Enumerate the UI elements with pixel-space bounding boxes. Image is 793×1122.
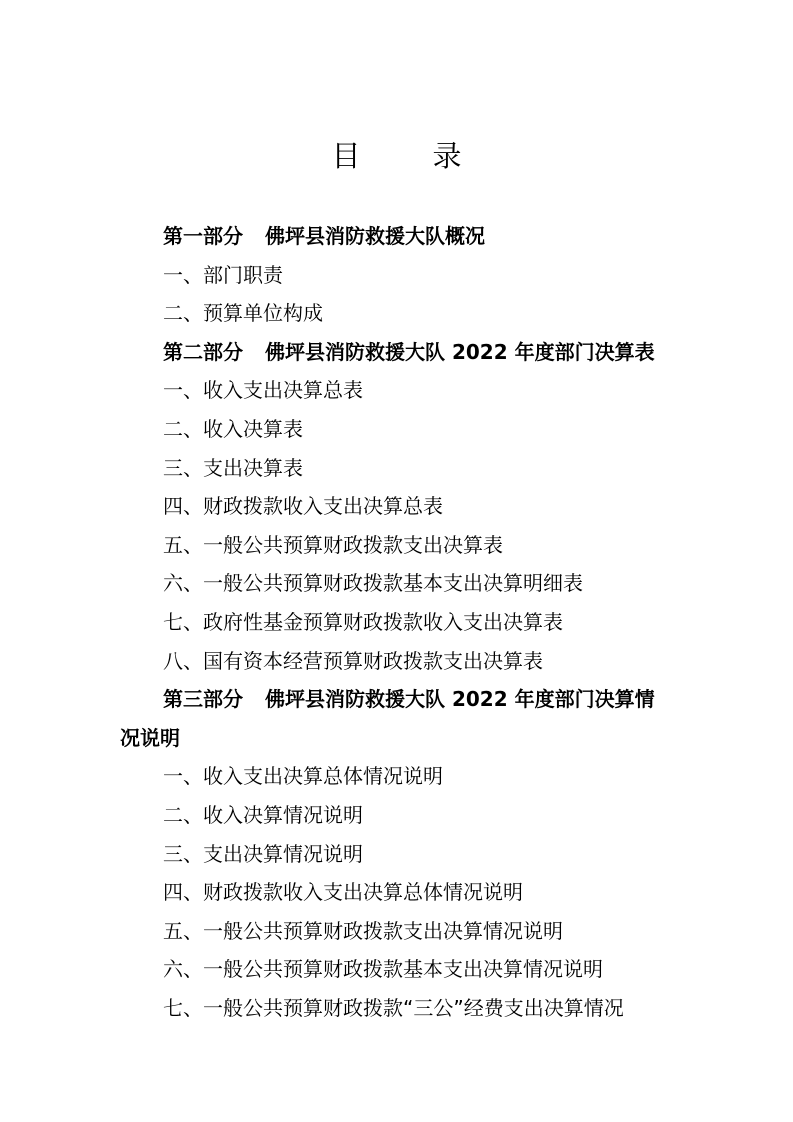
toc-item[interactable]: 六、一般公共预算财政拨款基本支出决算明细表 <box>163 571 583 596</box>
toc-item[interactable]: 七、一般公共预算财政拨款“三公”经费支出决算情况 <box>163 995 624 1020</box>
toc-part-3-prefix: 第三部分 <box>163 687 243 712</box>
toc-part-1-heading[interactable] <box>120 217 680 256</box>
table-of-contents <box>120 217 680 1027</box>
toc-part-1-name: 佛坪县消防救援大队概况 <box>265 224 485 248</box>
toc-item[interactable]: 五、一般公共预算财政拨款支出决算表 <box>163 532 503 557</box>
toc-item[interactable]: 一、收入支出决算总表 <box>163 378 363 403</box>
toc-part-2-name: 佛坪县消防救援大队 2022 年度部门决算表 <box>265 339 655 364</box>
toc-item[interactable]: 一、部门职责 <box>163 262 283 287</box>
title-char-1: 目 <box>331 139 361 173</box>
toc-part-2-heading[interactable] <box>120 333 680 372</box>
toc-part-2-prefix: 第二部分 <box>163 339 243 364</box>
toc-part-3-heading[interactable] <box>120 680 680 719</box>
toc-item[interactable]: 五、一般公共预算财政拨款支出决算情况说明 <box>163 918 563 943</box>
toc-item[interactable]: 二、预算单位构成 <box>163 301 323 326</box>
toc-item[interactable]: 一、收入支出决算总体情况说明 <box>163 764 443 789</box>
toc-part-1-prefix: 第一部分 <box>163 224 243 248</box>
toc-item[interactable]: 三、支出决算情况说明 <box>163 841 363 866</box>
title-char-2: 录 <box>432 139 462 173</box>
toc-item[interactable]: 七、政府性基金预算财政拨款收入支出决算表 <box>163 609 563 634</box>
toc-item[interactable]: 八、国有资本经营预算财政拨款支出决算表 <box>163 648 543 673</box>
toc-item[interactable]: 三、支出决算表 <box>163 455 303 480</box>
page-title <box>0 136 793 176</box>
toc-item[interactable]: 四、财政拨款收入支出决算总体情况说明 <box>163 880 523 905</box>
toc-item[interactable]: 四、财政拨款收入支出决算总表 <box>163 494 443 519</box>
toc-part-3-heading-continued[interactable]: 况说明 <box>120 725 180 750</box>
toc-item[interactable]: 二、收入决算情况说明 <box>163 802 363 827</box>
toc-item[interactable]: 六、一般公共预算财政拨款基本支出决算情况说明 <box>163 957 603 982</box>
toc-item[interactable]: 二、收入决算表 <box>163 416 303 441</box>
toc-part-3-name-line1: 佛坪县消防救援大队 2022 年度部门决算情 <box>265 687 655 712</box>
